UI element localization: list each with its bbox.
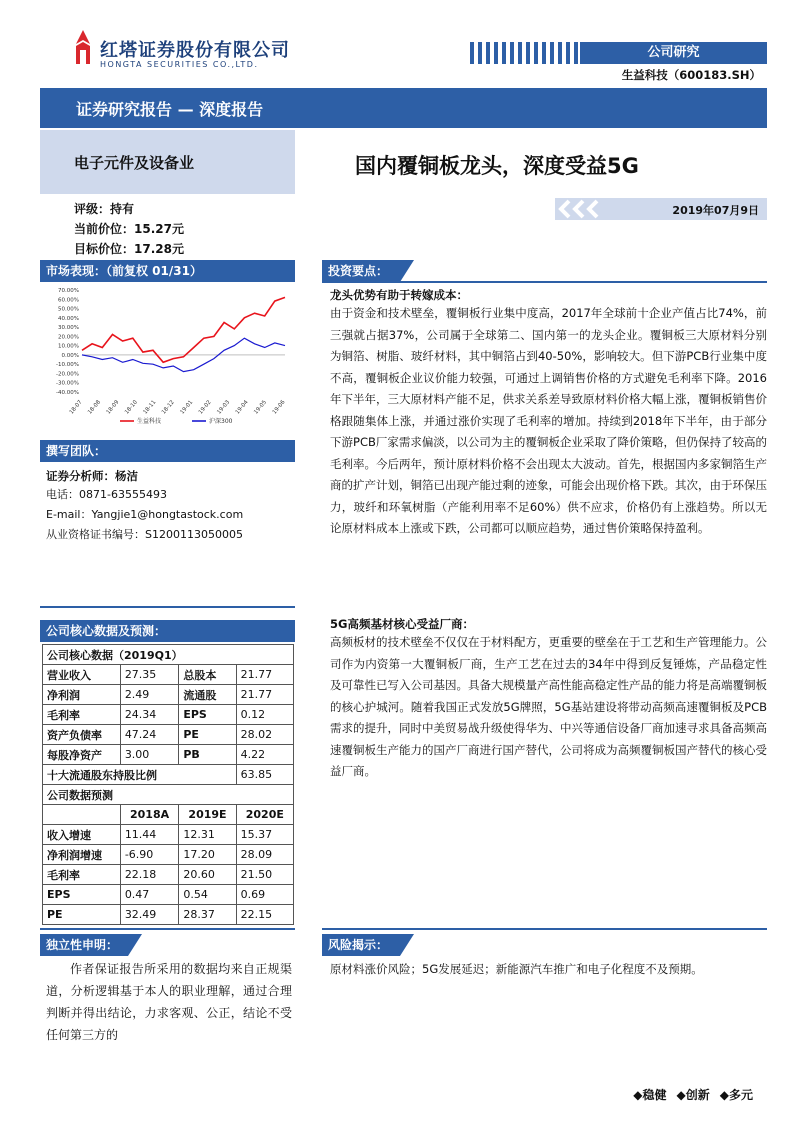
tag-badge: [580, 42, 767, 64]
x-tick-label: 19-04: [234, 399, 250, 416]
core-value: 24.34: [120, 705, 179, 725]
x-tick-label: 18-12: [160, 399, 176, 416]
report-date: 2019年07月9日: [672, 204, 759, 217]
forecast-value: 20.60: [179, 865, 236, 885]
core-title-text: 公司核心数据及预测：: [46, 624, 167, 638]
statement-section-title: [40, 934, 128, 956]
core-sub-title: 公司核心数据（2019Q1）: [43, 645, 294, 665]
forecast-value: 21.50: [236, 865, 293, 885]
y-tick-label: 60.00%: [58, 297, 79, 304]
core-value: 21.77: [236, 665, 293, 685]
core-label: 总股本: [179, 665, 236, 685]
footer-motto: [633, 1086, 753, 1103]
forecast-value: 0.69: [236, 885, 293, 905]
forecast-head-cell: [43, 805, 121, 825]
y-tick-label: 70.00%: [58, 288, 79, 294]
y-tick-label: -20.00%: [56, 371, 79, 378]
core-section-title: [40, 620, 295, 642]
core-row: [43, 725, 294, 745]
forecast-value: 11.44: [120, 825, 179, 845]
top10-label: 十大流通股东持股比例: [43, 765, 237, 785]
core-label: PE: [179, 725, 236, 745]
forecast-label: 毛利率: [43, 865, 121, 885]
x-tick-label: 19-03: [216, 399, 232, 416]
risk-title-text: 风险揭示：: [328, 938, 389, 952]
core-label: 流通股: [179, 685, 236, 705]
company-name: 红塔证券股份有限公司: [100, 40, 290, 61]
motto-2: ◆创新: [676, 1088, 710, 1102]
core-row: [43, 705, 294, 725]
forecast-label: 净利润增速: [43, 845, 121, 865]
report-type: 证券研究报告 — 深度报告: [76, 100, 264, 119]
forecast-value: 22.18: [120, 865, 179, 885]
x-tick-label: 19-02: [197, 399, 213, 416]
forecast-row: [43, 825, 294, 845]
x-tick-label: 18-11: [142, 399, 158, 416]
forecast-row: [43, 845, 294, 865]
company-name-en: HONGTA SECURITIES CO.,LTD.: [100, 60, 259, 69]
core-value: 0.12: [236, 705, 293, 725]
core-value: 27.35: [120, 665, 179, 685]
forecast-value: 12.31: [179, 825, 236, 845]
core-row: [43, 745, 294, 765]
forecast-row: [43, 885, 294, 905]
team-title-text: 撰写团队：: [46, 444, 107, 458]
industry-box: [40, 130, 295, 194]
x-tick-label: 18-07: [68, 399, 84, 416]
y-tick-label: 0.00%: [61, 352, 79, 359]
date-bar: [555, 198, 767, 220]
core-label: 营业收入: [43, 665, 121, 685]
y-tick-label: 40.00%: [58, 315, 79, 322]
invest-heading-2: 5G高频基材核心受益厂商：: [330, 617, 474, 631]
y-tick-label: -40.00%: [56, 390, 79, 396]
x-tick-label: 18-09: [105, 399, 121, 416]
core-row: [43, 685, 294, 705]
analyst-email: E-mail：Yangjie1@hongtastock.com: [46, 508, 244, 521]
invest-rule: [322, 281, 767, 283]
forecast-value: 28.09: [236, 845, 293, 865]
analyst-cert: 从业资格证书编号：S1200113050005: [46, 528, 243, 541]
stock-code: 生益科技（600183.SH）: [621, 68, 761, 82]
market-title-text: 市场表现：（前复权 01/31）: [46, 264, 202, 278]
x-tick-label: 19-05: [253, 399, 269, 416]
y-tick-label: 20.00%: [58, 334, 79, 341]
analyst-name: 证券分析师：杨洁: [46, 469, 138, 483]
top10-value: 63.85: [236, 765, 293, 785]
report-type-bar: [40, 88, 767, 128]
team-section-title: [40, 440, 295, 462]
core-label: 毛利率: [43, 705, 121, 725]
industry-label: 电子元件及设备业: [74, 154, 195, 172]
series-line-0: [82, 297, 285, 362]
forecast-value: 15.37: [236, 825, 293, 845]
motto-3: ◆多元: [719, 1088, 753, 1102]
x-tick-label: 18-08: [87, 399, 102, 416]
x-tick-label: 18-10: [124, 399, 139, 416]
analyst-phone: 电话：0871-63555493: [46, 488, 167, 501]
core-data-table: [42, 644, 294, 925]
invest-paragraph-1: 由于资金和技术壁垒，覆铜板行业集中度高，2017年全球前十企业产值占比74%，前三强就占据37%，公司属于全球第二、国内第一的龙头企业。覆铜板三大原材料分别为铜箔、树脂、玻纤材料，其中铜箔占到40-50%，影响较大。但下游PCB行业集中度不高，覆铜板企业议价能力较强，可通过上调销售价格的方式避免毛利率下降。2016年下半年，三大原材料产能不足，供求关系差导致原材料价格大幅上涨，覆铜板销售价格跟随集体上涨，并通过涨价实现了毛利率的增加。持续到2018年下半年，由于部分下游PCB厂家需求偏淡，以公司为主的覆铜板企业采取了降价策略，但仍保持了较高的毛利率。今后两年，预计原材料价格不会出现太大波动。首先，根据国内多家铜箔生产商的扩产计划，铜箔已出现产能过剩的迹象，可能会出现价格下跌。其次，由于环保压力，玻纤和环氧树脂（产能利用率不足60%）供不应求，价格仍有上涨趋势。所以无论原材料成本上涨或下跌，公司都可以顺应趋势，通过售价策略保持盈利。: [330, 306, 767, 535]
risk-divider: [322, 928, 767, 930]
forecast-value: 32.49: [120, 905, 179, 925]
forecast-label: EPS: [43, 885, 121, 905]
core-value: 3.00: [120, 745, 179, 765]
risk-text: 原材料涨价风险；5G发展延迟；新能源汽车推广和电子化程度不及预期。: [330, 962, 703, 976]
core-label: PB: [179, 745, 236, 765]
core-row: [43, 665, 294, 685]
core-label: EPS: [179, 705, 236, 725]
statement-text: 作者保证报告所采用的数据均来自正规渠道，分析逻辑基于本人的职业理解，通过合理判断并得出结论，力求客观、公正，结论不受任何第三方的: [46, 962, 292, 1042]
y-tick-label: -30.00%: [56, 380, 79, 387]
header-stripes: [470, 42, 580, 64]
forecast-sub-title: 公司数据预测: [43, 785, 294, 805]
core-value: 21.77: [236, 685, 293, 705]
core-value: 2.49: [120, 685, 179, 705]
current-price: 当前价位：15.27元: [74, 222, 184, 236]
invest-title-text: 投资要点：: [328, 264, 389, 278]
forecast-value: 0.54: [179, 885, 236, 905]
target-price: 目标价位：17.28元: [74, 242, 184, 256]
forecast-value: 0.47: [120, 885, 179, 905]
legend-label: 生益科技: [137, 418, 162, 425]
forecast-label: 收入增速: [43, 825, 121, 845]
motto-1: ◆稳健: [633, 1088, 667, 1102]
statement-title-text: 独立性申明：: [46, 938, 119, 952]
y-tick-label: 50.00%: [58, 306, 79, 313]
risk-section-title: [322, 934, 400, 956]
forecast-value: 28.37: [179, 905, 236, 925]
forecast-value: -6.90: [120, 845, 179, 865]
core-value: 4.22: [236, 745, 293, 765]
x-tick-label: 19-01: [179, 399, 195, 416]
y-tick-label: 10.00%: [58, 343, 79, 350]
tag-label: 公司研究: [647, 45, 700, 60]
invest-heading-1: 龙头优势有助于转嫁成本：: [330, 288, 468, 302]
core-label: 每股净资产: [43, 745, 121, 765]
core-label: 净利润: [43, 685, 121, 705]
headline: 国内覆铜板龙头，深度受益5G: [355, 154, 639, 178]
forecast-row: [43, 865, 294, 885]
company-logo: [70, 30, 96, 66]
statement-divider: [40, 928, 295, 930]
invest-paragraph-2: 高频板材的技术壁垒不仅仅在于材料配方，更重要的壁垒在于工艺和生产管理能力。公司作为内资第一大覆铜板厂商，生产工艺在过去的34年中得到反复锤炼，产品稳定性及可靠性已写入公司基因。具备大规模量产高性能高稳定性产品的能力将是高端覆铜板的核心护城河。随着我国正式发放5G牌照，5G基站建设将带动高频高速覆铜板及PCB需求的提升，同时中美贸易战升级使得华为、中兴等通信设备厂商加速寻求具备高频高速覆铜板生产能力的国产厂商进行国产替代，公司将成为高频覆铜板国产替代的核心受益厂商。: [330, 635, 767, 778]
forecast-value: 17.20: [179, 845, 236, 865]
forecast-head-cell: 2020E: [236, 805, 293, 825]
rating: 评级：持有: [74, 202, 135, 216]
core-value: 47.24: [120, 725, 179, 745]
x-tick-label: 19-06: [271, 399, 287, 416]
core-label: 资产负债率: [43, 725, 121, 745]
invest-section-title: [322, 260, 400, 282]
market-chart: [40, 284, 295, 429]
core-value: 28.02: [236, 725, 293, 745]
forecast-value: 22.15: [236, 905, 293, 925]
y-tick-label: 30.00%: [58, 325, 79, 332]
forecast-head-cell: 2019E: [179, 805, 236, 825]
forecast-head-cell: 2018A: [120, 805, 179, 825]
core-divider: [40, 606, 295, 608]
chevrons-icon: [555, 198, 607, 220]
forecast-row: [43, 905, 294, 925]
legend-label: 沪深300: [209, 418, 233, 425]
forecast-label: PE: [43, 905, 121, 925]
y-tick-label: -10.00%: [56, 362, 79, 369]
market-section-title: [40, 260, 295, 282]
market-chart-svg: [40, 284, 295, 429]
